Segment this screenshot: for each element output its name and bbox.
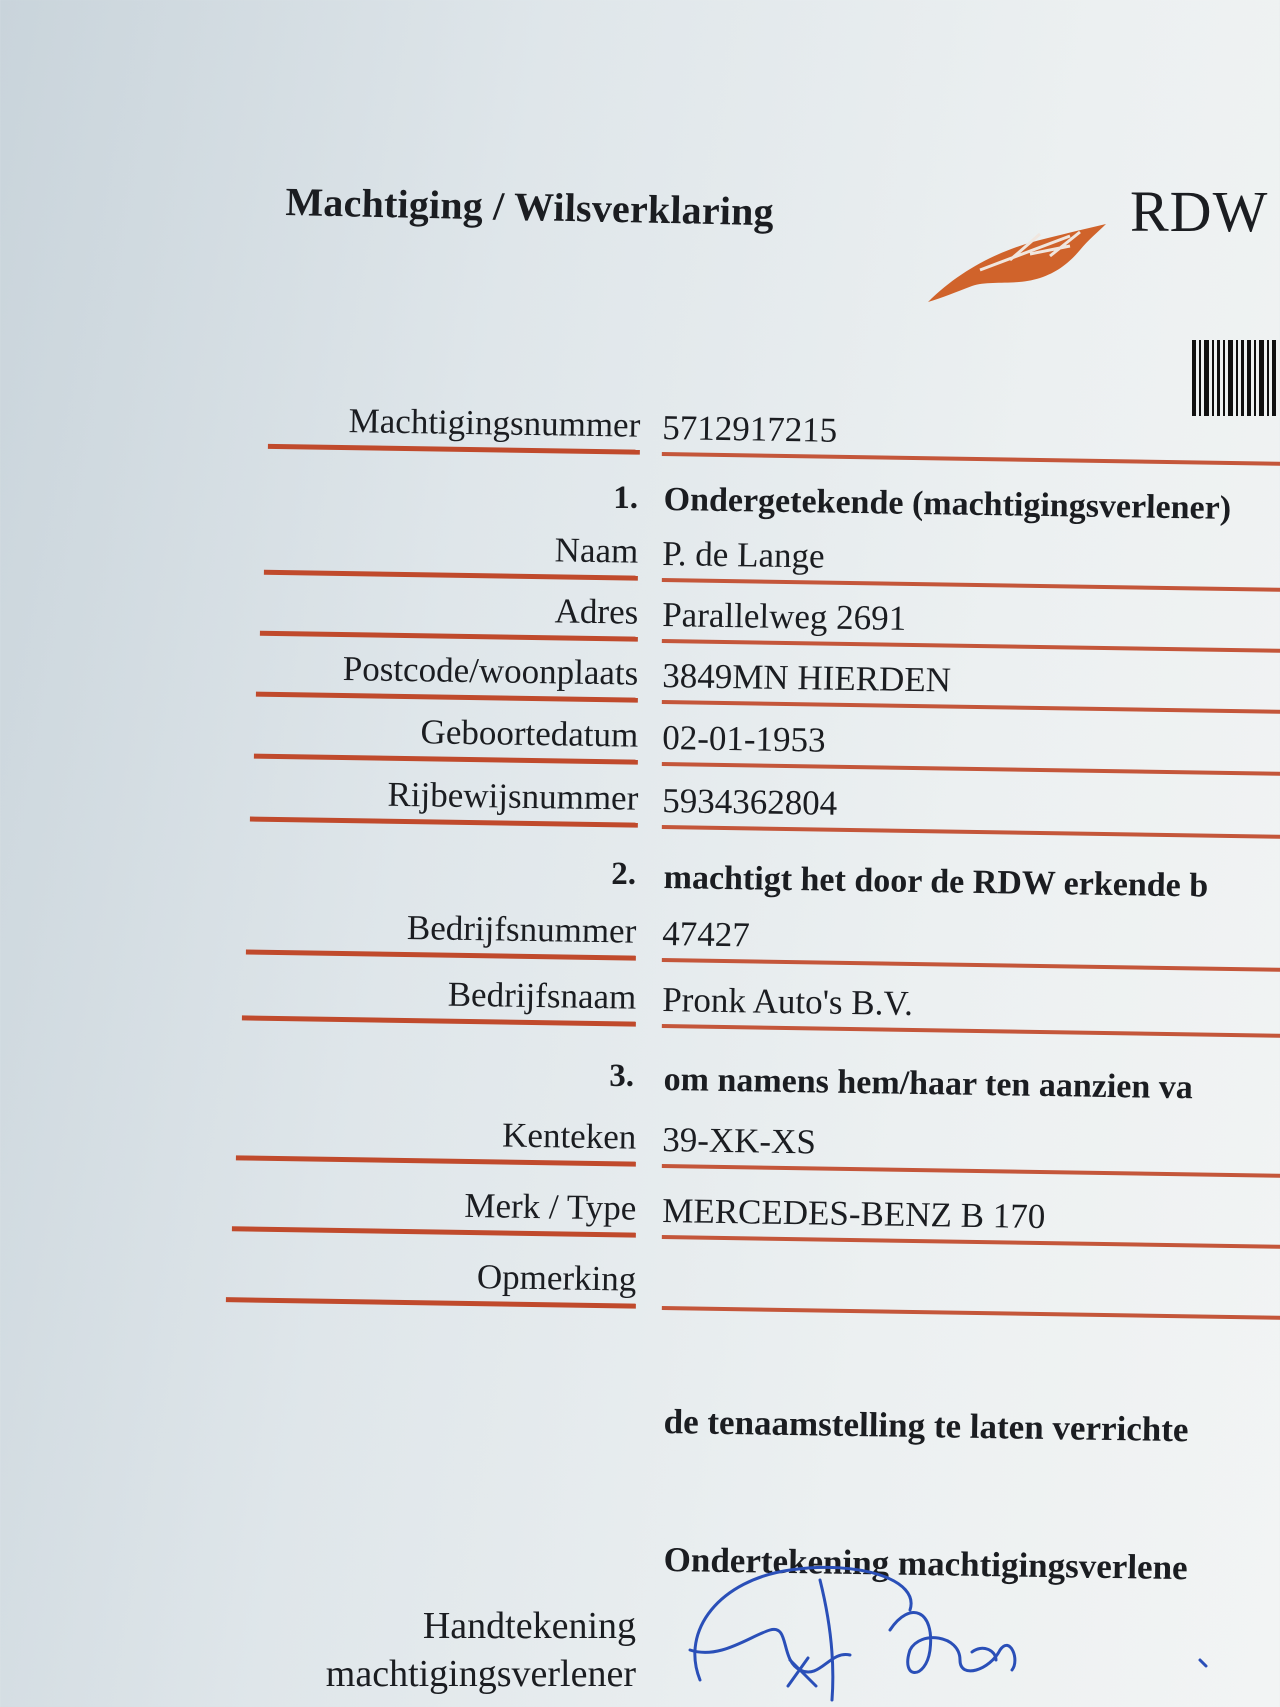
field-row-merk-type	[0, 1177, 1280, 1251]
field-label: Opmerking	[476, 1257, 637, 1299]
field-row-kenteken	[0, 1106, 1280, 1180]
rdw-logo-text: RDW	[1130, 179, 1269, 244]
field-row-bedrijfsnummer	[0, 900, 1280, 974]
value-underline	[662, 1024, 1280, 1039]
field-label: Rijbewijsnummer	[387, 774, 639, 818]
handtekening-label	[280, 1602, 636, 1698]
field-label: Adres	[554, 591, 639, 632]
field-row-adres	[0, 581, 1280, 655]
field-row-opmerking	[0, 1248, 1280, 1322]
field-value: P. de Lange	[661, 534, 825, 576]
value-underline	[662, 639, 1280, 654]
field-row-rijbewijsnummer	[0, 767, 1280, 841]
field-label: Kenteken	[501, 1115, 637, 1157]
value-underline	[662, 958, 1280, 973]
value-underline	[662, 762, 1280, 777]
signature-scribble-icon	[660, 1540, 1220, 1707]
handtekening-label-line2: machtigingsverlener	[325, 1653, 636, 1695]
ondertekening-heading: Ondertekening machtigingsverlene	[663, 1540, 1188, 1588]
field-value: MERCEDES-BENZ B 170	[661, 1191, 1046, 1237]
value-underline	[662, 452, 1280, 467]
field-value: Parallelweg 2691	[661, 595, 907, 638]
field-value: Pronk Auto's B.V.	[661, 980, 914, 1023]
field-label: Postcode/woonplaats	[342, 649, 639, 693]
section-number: 1.	[613, 480, 638, 516]
section-number: 3.	[609, 1058, 634, 1094]
document-title: Machtiging / Wilsverklaring	[285, 178, 775, 235]
field-label: Merk / Type	[464, 1185, 637, 1228]
field-value: 3849MN HIERDEN	[661, 656, 952, 700]
field-label: Geboortedatum	[420, 712, 639, 755]
field-value: 5934362804	[661, 781, 838, 823]
section-heading: om namens hem/haar ten aanzien va	[663, 1060, 1194, 1107]
value-underline	[662, 700, 1280, 715]
field-label: Bedrijfsnaam	[447, 974, 637, 1017]
field-value: 47427	[661, 914, 751, 955]
section-number: 2.	[611, 856, 636, 892]
field-label: Naam	[554, 530, 639, 571]
field-row-bedrijfsnaam	[0, 966, 1280, 1040]
section-heading: machtigt het door de RDW erkende b	[663, 858, 1209, 905]
section-heading: Ondergetekende (machtigingsverlener)	[663, 480, 1232, 527]
field-label: Bedrijfsnummer	[406, 908, 637, 951]
field-row-machtigingsnummer	[0, 394, 1280, 468]
value-underline	[662, 825, 1280, 840]
value-underline	[662, 1164, 1280, 1179]
value-underline	[662, 578, 1280, 593]
field-value: 5712917215	[661, 408, 838, 450]
field-label: Machtigingsnummer	[348, 401, 641, 445]
field-row-geboortedatum	[0, 704, 1280, 778]
field-value: 39-XK-XS	[661, 1120, 817, 1162]
field-row-naam	[0, 520, 1280, 594]
field-row-postcode	[0, 642, 1280, 716]
tenaamstelling-text: de tenaamstelling te laten verrichte	[663, 1402, 1189, 1450]
handtekening-label-line1: Handtekening	[422, 1605, 636, 1647]
field-value: 02-01-1953	[661, 718, 826, 760]
value-underline	[662, 1306, 1280, 1321]
